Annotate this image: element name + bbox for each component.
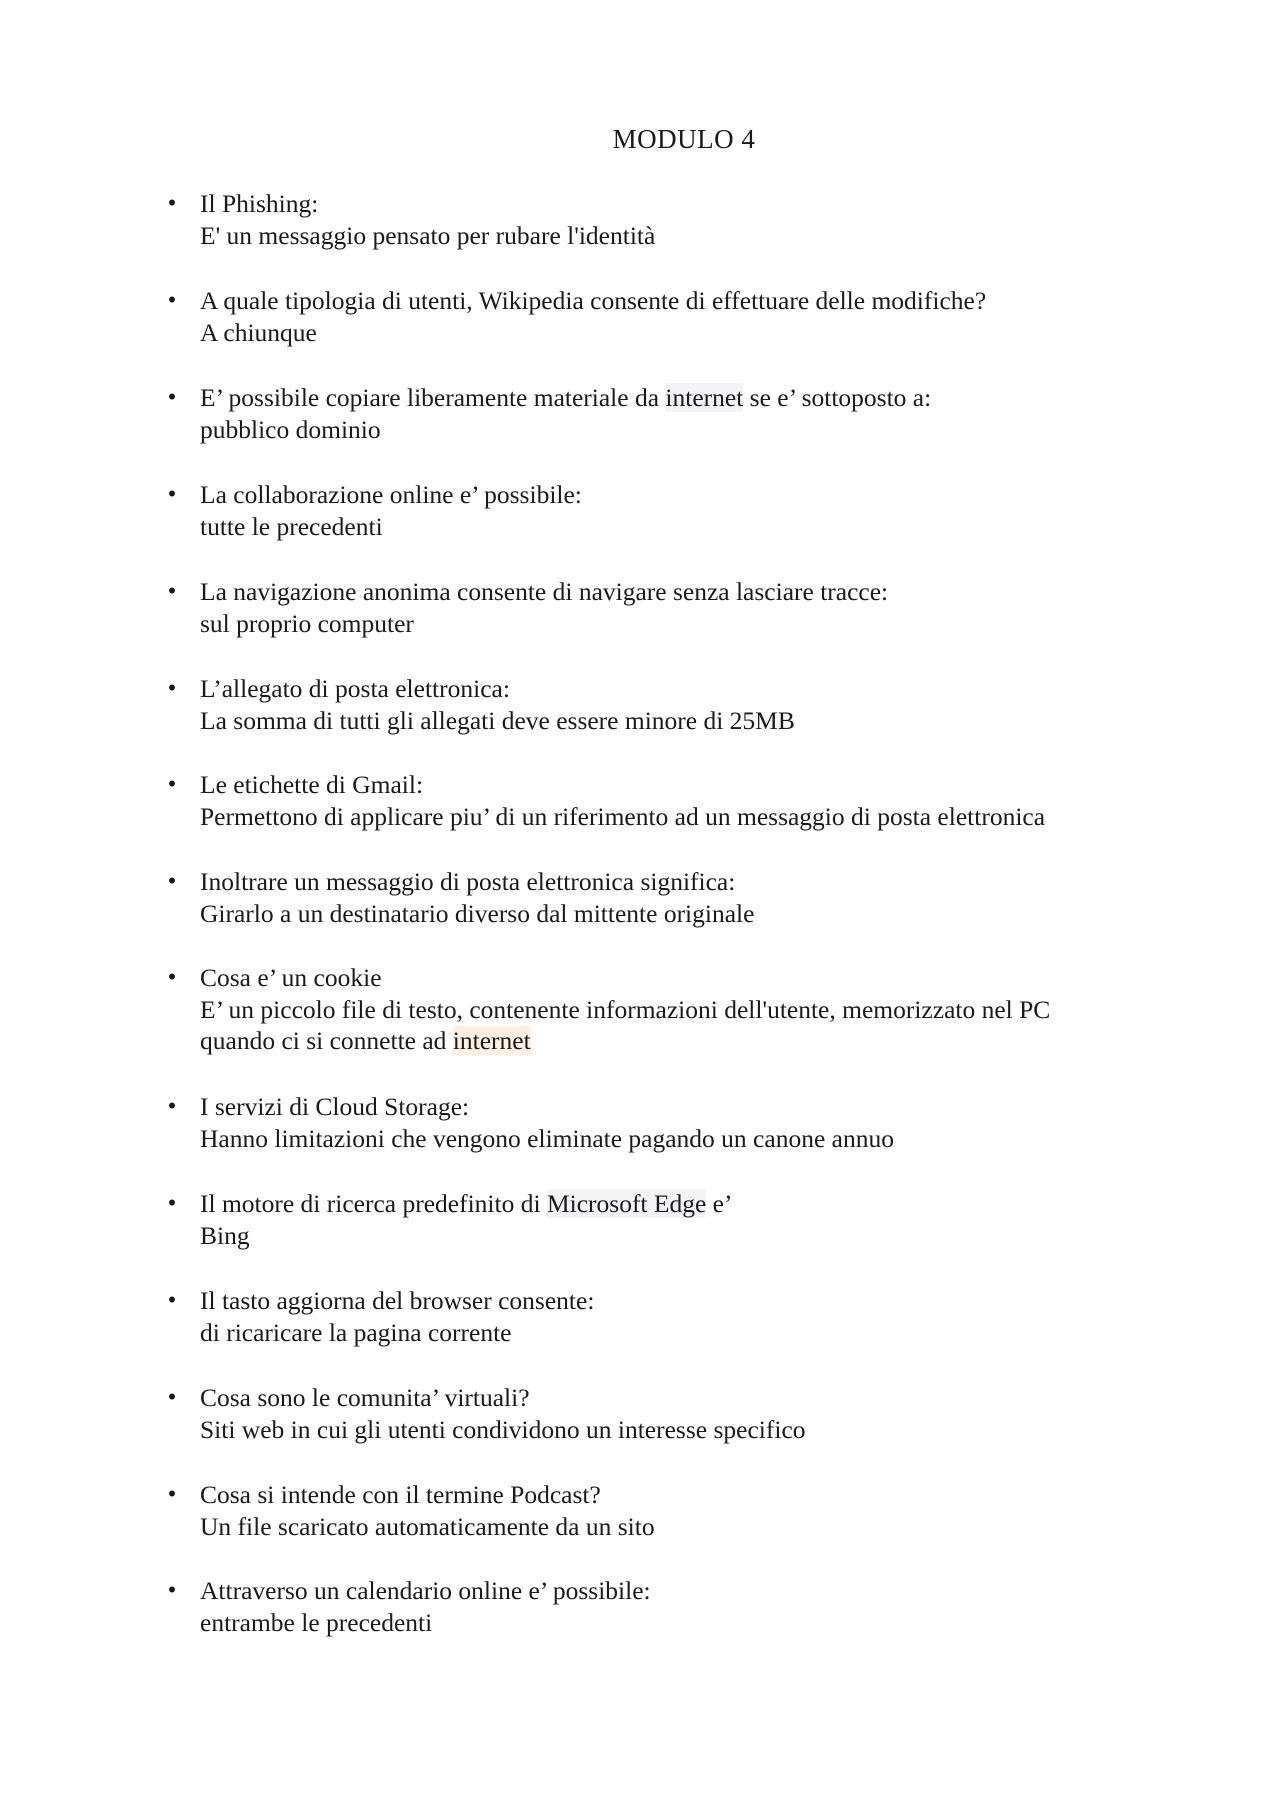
bullet-icon: •: [167, 384, 177, 411]
question-text: Il tasto aggiorna del browser consente:: [200, 1286, 595, 1315]
question-text-part: se e’ sottoposto a:: [743, 383, 932, 412]
answer-text: E’ un piccolo file di testo, contenente informazioni dell'utente, memorizzato nel PC: [200, 994, 1051, 1024]
question-text: [200, 382, 1200, 414]
list-item: [167, 962, 1200, 1057]
highlighted-word: internet: [665, 383, 744, 412]
bullet-icon: •: [167, 1384, 177, 1411]
bullet-icon: •: [167, 578, 177, 605]
list-item: [167, 673, 1200, 736]
list-item: [167, 285, 1200, 348]
question-text: Inoltrare un messaggio di posta elettronica significa:: [200, 867, 736, 896]
bullet-icon: •: [167, 771, 177, 798]
answer-text: [200, 1025, 1200, 1057]
answer-text: E' un messaggio pensato per rubare l'identità: [200, 220, 656, 250]
question-text: Attraverso un calendario online e’ possibile:: [200, 1576, 651, 1605]
page-title-text: MODULO 4: [612, 124, 756, 154]
list-item: [167, 382, 1200, 445]
list-item: [167, 1479, 1200, 1542]
question-text: Le etichette di Gmail:: [200, 770, 424, 799]
list-item: [167, 1285, 1200, 1348]
answer-text: di ricaricare la pagina corrente: [200, 1317, 512, 1347]
list-item: [167, 576, 1200, 639]
answer-text: Permettono di applicare piu’ di un riferimento ad un messaggio di posta elettronica: [200, 801, 1046, 831]
list-item: [167, 1382, 1200, 1445]
question-text: L’allegato di posta elettronica:: [200, 674, 510, 703]
question-text: Cosa e’ un cookie: [200, 963, 382, 992]
answer-text: pubblico dominio: [200, 414, 381, 444]
bullet-icon: •: [167, 190, 177, 217]
answer-text: La somma di tutti gli allegati deve essere minore di 25MB: [200, 705, 795, 735]
list-item: [167, 1091, 1200, 1154]
question-text-part: E’ possibile copiare liberamente materiale da: [200, 383, 666, 412]
bullet-icon: •: [167, 1093, 177, 1120]
answer-text: Siti web in cui gli utenti condividono un interesse specifico: [200, 1414, 806, 1444]
answer-text-part: quando ci si connette ad: [200, 1026, 453, 1055]
bullet-icon: •: [167, 964, 177, 991]
answer-text: Un file scaricato automaticamente da un sito: [200, 1511, 655, 1541]
highlighted-word: Microsoft Edge: [546, 1189, 707, 1218]
question-text-part: e’: [706, 1189, 733, 1218]
bullet-icon: •: [167, 287, 177, 314]
list-item: [167, 769, 1200, 832]
question-text-part: Il motore di ricerca predefinito di: [200, 1189, 547, 1218]
question-text: La navigazione anonima consente di navigare senza lasciare tracce:: [200, 577, 889, 606]
bullet-icon: •: [167, 1287, 177, 1314]
answer-text: tutte le precedenti: [200, 511, 383, 541]
question-text: Cosa si intende con il termine Podcast?: [200, 1480, 601, 1509]
question-text: La collaborazione online e’ possibile:: [200, 480, 582, 509]
bullet-icon: •: [167, 1190, 177, 1217]
answer-text: Bing: [200, 1220, 250, 1250]
list-item: [167, 188, 1200, 251]
bullet-icon: •: [167, 481, 177, 508]
list-item: [167, 866, 1200, 929]
answer-text: entrambe le precedenti: [200, 1607, 433, 1637]
question-text: Cosa sono le comunita’ virtuali?: [200, 1383, 530, 1412]
answer-text: Hanno limitazioni che vengono eliminate pagando un canone annuo: [200, 1123, 894, 1153]
question-text: A quale tipologia di utenti, Wikipedia consente di effettuare delle modifiche?: [200, 286, 987, 315]
list-item: [167, 1575, 1200, 1638]
question-text: [200, 1188, 1200, 1220]
list-item: [167, 1188, 1200, 1251]
answer-text: Girarlo a un destinatario diverso dal mittente originale: [200, 898, 755, 928]
question-text: I servizi di Cloud Storage:: [200, 1092, 470, 1121]
bullet-icon: •: [167, 1481, 177, 1508]
page-title: [0, 122, 1280, 156]
answer-text: A chiunque: [200, 317, 317, 347]
answer-text: sul proprio computer: [200, 608, 414, 638]
highlighted-word: internet: [452, 1026, 531, 1055]
question-text: Il Phishing:: [200, 189, 319, 218]
bullet-icon: •: [167, 675, 177, 702]
list-item: [167, 479, 1200, 542]
bullet-icon: •: [167, 1577, 177, 1604]
bullet-icon: •: [167, 868, 177, 895]
